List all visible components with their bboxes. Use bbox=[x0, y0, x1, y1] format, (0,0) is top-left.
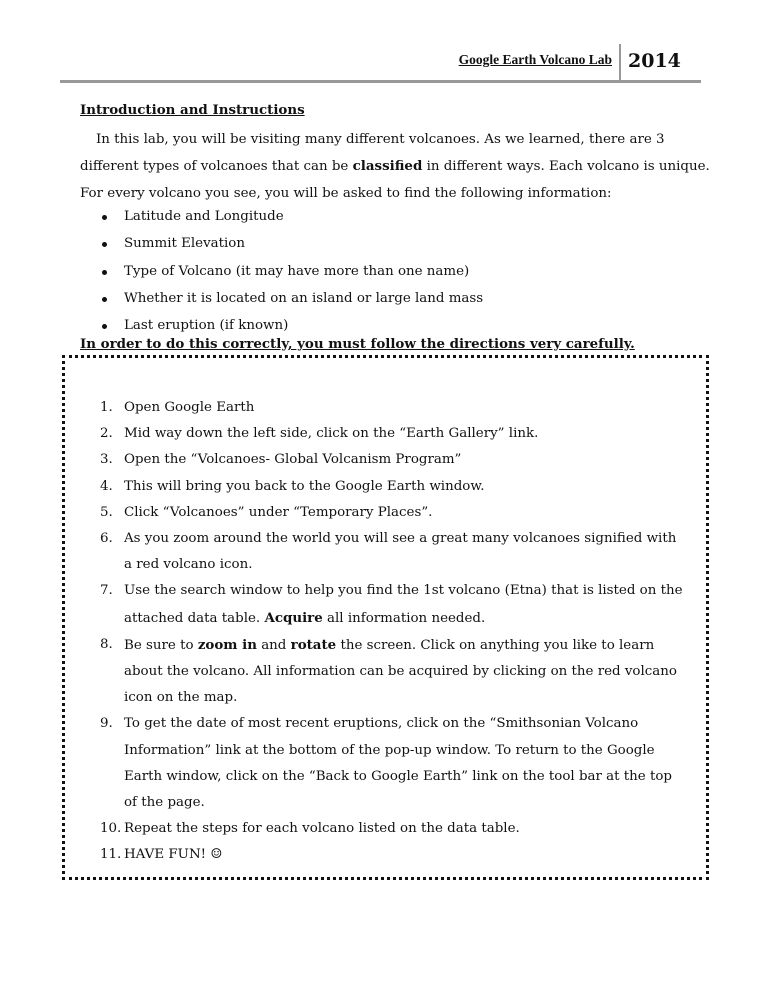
step-item bbox=[100, 421, 684, 447]
step-text: Open Google Earth bbox=[124, 400, 255, 415]
step-number: 8. bbox=[100, 636, 113, 652]
step-item bbox=[100, 526, 684, 578]
step-number: 7. bbox=[100, 583, 113, 599]
step-number: 2. bbox=[100, 426, 113, 442]
step-text: and bbox=[256, 637, 291, 653]
step-text: Click “Volcanoes” under “Temporary Places”. bbox=[124, 504, 433, 520]
bold-text: rotate bbox=[290, 636, 337, 653]
step-number: 1. bbox=[100, 400, 113, 415]
header-divider bbox=[619, 44, 621, 82]
step-number: 4. bbox=[100, 478, 113, 494]
text: in different ways. Each volcano is unique. For every volcano you see, you will be asked to find the following information: bbox=[80, 159, 710, 201]
directions-warning: In order to do this correctly, you must follow the directions very carefully. bbox=[80, 336, 635, 352]
step-text: HAVE FUN! ☺ bbox=[124, 847, 223, 863]
step-item bbox=[100, 842, 684, 868]
bold-text: Acquire bbox=[264, 609, 323, 626]
step-text: Mid way down the left side, click on the “Earth Gallery” link. bbox=[124, 426, 539, 442]
bullet-item: Type of Volcano (it may have more than one name) bbox=[80, 260, 483, 287]
bullet-item: Summit Elevation bbox=[80, 232, 483, 259]
step-text: To get the date of most recent eruptions, click on the “Smithsonian Volcano Information” link at the bottom of the pop-up window. To return to the Google Earth window, click on the “Back to Google Earth” link on the tool bar at the top of the page. bbox=[124, 716, 673, 811]
steps-list bbox=[100, 395, 684, 869]
step-item bbox=[100, 447, 684, 473]
step-item bbox=[100, 474, 684, 500]
step-item bbox=[100, 395, 684, 421]
step-number: 9. bbox=[100, 716, 113, 732]
bullet-item: Last eruption (if known) bbox=[80, 314, 483, 341]
step-text: Use the search window to help you find the 1st volcano (Etna) that is listed on the attached data table. bbox=[124, 583, 683, 626]
step-text: Be sure to bbox=[124, 637, 198, 653]
step-item bbox=[100, 816, 684, 842]
bold-text: classified bbox=[352, 158, 423, 174]
step-number: 5. bbox=[100, 504, 113, 520]
step-text: This will bring you back to the Google Earth window. bbox=[124, 478, 485, 494]
bullet-item: Whether it is located on an island or large land mass bbox=[80, 287, 483, 314]
section-title: Introduction and Instructions bbox=[80, 102, 305, 118]
step-number: 6. bbox=[100, 531, 113, 547]
step-text: As you zoom around the world you will see a great many volcanoes signified with a red volcano icon. bbox=[124, 531, 677, 573]
bullet-item: Latitude and Longitude bbox=[80, 205, 483, 232]
info-bullet-list bbox=[80, 205, 483, 341]
header-title: Google Earth Volcano Lab bbox=[458, 52, 612, 67]
step-text: Repeat the steps for each volcano listed on the data table. bbox=[124, 821, 520, 837]
header-rule bbox=[60, 80, 701, 83]
header-year: 2014 bbox=[628, 50, 681, 72]
text: In this lab, you will be visiting many different volcanoes. As we learned, there are 3 different types of volcanoes that can be bbox=[80, 132, 665, 174]
step-item bbox=[100, 632, 684, 712]
bold-text: zoom in bbox=[197, 636, 257, 653]
intro-paragraph bbox=[80, 126, 720, 207]
step-item bbox=[100, 711, 684, 816]
step-number: 3. bbox=[100, 452, 113, 468]
step-item bbox=[100, 578, 684, 631]
step-number: 10. bbox=[100, 821, 122, 837]
step-text: all information needed. bbox=[322, 610, 486, 626]
step-item bbox=[100, 500, 684, 526]
step-text: the screen. Click on anything you like to learn about the volcano. All information can be acquired by clicking on the red volcano icon on the map. bbox=[124, 637, 677, 706]
step-text: Open the “Volcanoes- Global Volcanism Program” bbox=[124, 452, 462, 468]
step-number: 11. bbox=[100, 847, 122, 863]
